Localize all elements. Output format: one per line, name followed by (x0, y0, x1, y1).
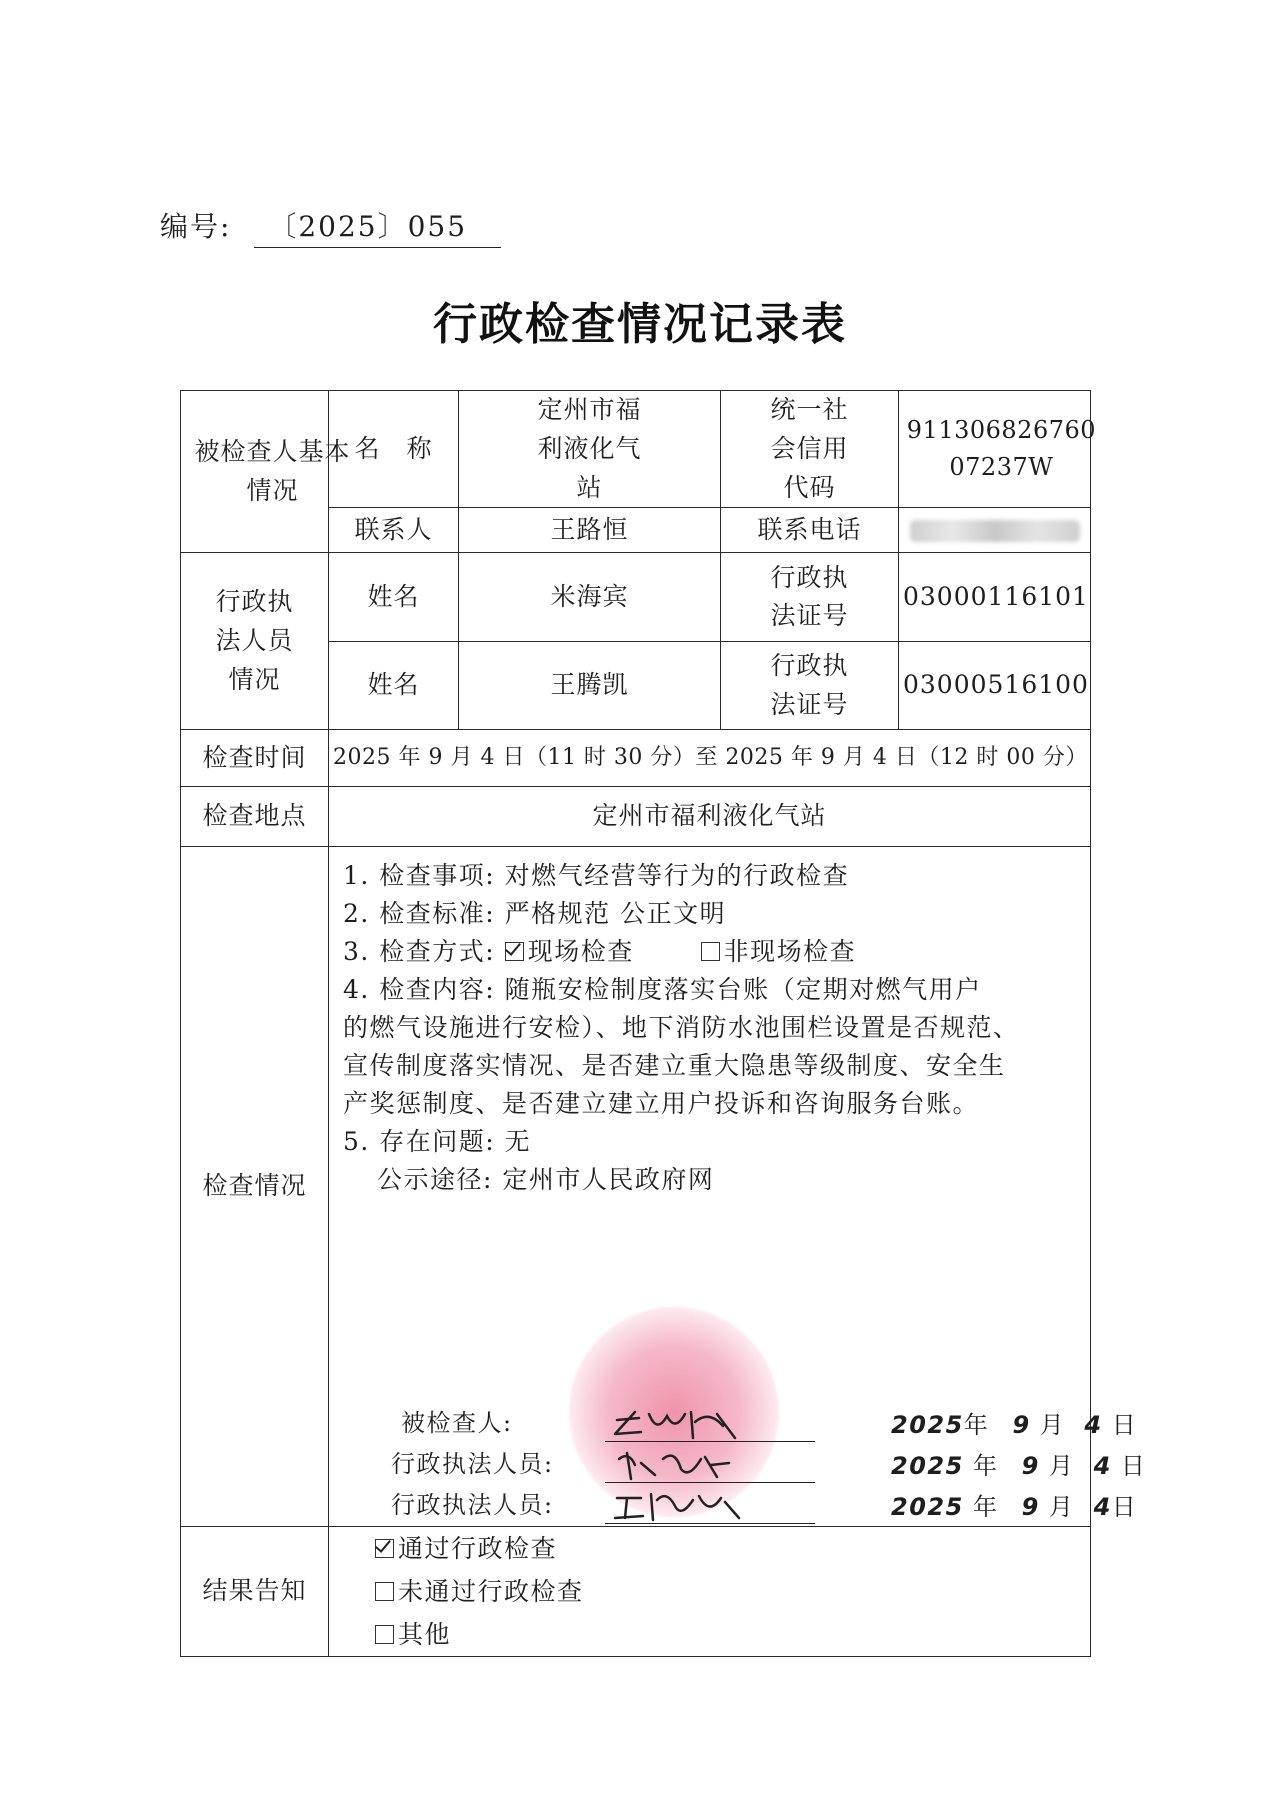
inspection-item-3: 3. 检查方式: 现场检查 非现场检查 (343, 937, 857, 967)
inspection-form-table (180, 390, 1147, 1657)
result-option-fail: 未通过行政检查 (375, 1570, 1086, 1613)
name-value: 定州市福利液化气站 (459, 391, 721, 508)
inspection-label: 检查情况 (181, 847, 329, 1527)
contact-label: 联系人 (329, 508, 459, 553)
inspection-item-5: 5. 存在问题: 无 (343, 1127, 532, 1157)
officer-2-name-label: 姓名 (329, 642, 459, 730)
name-label: 名 称 (329, 391, 459, 508)
location-value: 定州市福利液化气站 (329, 787, 1091, 847)
onsite-checkbox[interactable] (505, 942, 524, 961)
handwritten-signature-1 (605, 1404, 775, 1444)
inspection-item-4-line-3: 宣传制度落实情况、是否建立重大隐患等级制度、安全生 (343, 1051, 1006, 1081)
other-checkbox[interactable] (375, 1625, 394, 1644)
page-title: 行政检查情况记录表 (433, 299, 847, 350)
onsite-label: 现场检查 (527, 937, 634, 967)
signature-date-3: 2025 年 9 月 4日 (891, 1493, 1138, 1522)
doc-number (160, 205, 501, 248)
officer-1-name-label: 姓名 (329, 553, 459, 642)
officer-2-cert-label: 行政执法证号 (721, 642, 899, 730)
handwritten-signature-2 (605, 1445, 775, 1485)
signature-date-1: 2025年 9 月 4 日 (891, 1411, 1138, 1440)
pass-checkbox[interactable] (375, 1539, 394, 1558)
fail-checkbox[interactable] (375, 1582, 394, 1601)
officer-1-cert-label: 行政执法证号 (721, 553, 899, 642)
signature-date-2: 2025 年 9 月 4 日 (891, 1452, 1147, 1481)
doc-number-value: 〔2025〕055 (254, 205, 501, 248)
inspection-item-4-line-2: 的燃气设施进行安检）、地下消防水池围栏设置是否规范、 (343, 1013, 1020, 1043)
officer-1-name: 米海宾 (459, 553, 721, 642)
offsite-label: 非现场检查 (723, 937, 857, 967)
location-label: 检查地点 (181, 787, 329, 847)
inspection-content (329, 847, 1147, 1527)
inspection-item-4-line-1: 4. 检查内容: 随瓶安检制度落实台账（定期对燃气用户 (343, 975, 982, 1005)
redaction-blur (910, 520, 1080, 542)
inspection-item-2: 2. 检查标准: 严格规范 公正文明 (343, 899, 727, 929)
officer-2-name: 王腾凯 (459, 642, 721, 730)
phone-value-redacted (899, 508, 1091, 553)
phone-label: 联系电话 (721, 508, 899, 553)
result-options (329, 1527, 1091, 1657)
officer-1-cert: 03000116101 (899, 553, 1091, 642)
signature-row-officer-2: 行政执法人员: 2025 年 9 月 4日 (391, 1489, 1151, 1530)
result-option-other: 其他 (375, 1613, 1086, 1656)
contact-value: 王路恒 (459, 508, 721, 553)
signature-row-officer-1: 行政执法人员: 2025 年 9 月 4 日 (391, 1448, 1151, 1489)
officer-2-cert: 03000516100 (899, 642, 1091, 730)
result-option-pass: 通过行政检查 (375, 1527, 1086, 1570)
signature-row-inspected: 被检查人: 2025年 9 月 4 日 (391, 1407, 1151, 1448)
signature-block (391, 1407, 1151, 1530)
time-label: 检查时间 (181, 730, 329, 787)
credit-code-value: 91130682676007237W (899, 391, 1091, 508)
credit-code-label: 统一社会信用代码 (721, 391, 899, 508)
inspection-item-1: 1. 检查事项: 对燃气经营等行为的行政检查 (343, 861, 850, 891)
offsite-checkbox[interactable] (701, 942, 720, 961)
officers-section-label: 行政执法人员情况 (181, 553, 329, 730)
result-label: 结果告知 (181, 1527, 329, 1657)
inspected-section-label: 被检查人基本情况 (181, 391, 329, 553)
doc-number-label: 编号: (160, 210, 232, 243)
inspection-item-4-line-4: 产奖惩制度、是否建立建立用户投诉和咨询服务台账。 (343, 1089, 980, 1119)
time-value: 2025 年 9 月 4 日（11 时 30 分）至 2025 年 9 月 4 日（12 时 00 分） (329, 730, 1091, 787)
publicity-channel: 公示途径: 定州市人民政府网 (377, 1165, 715, 1195)
handwritten-signature-3 (605, 1486, 775, 1526)
